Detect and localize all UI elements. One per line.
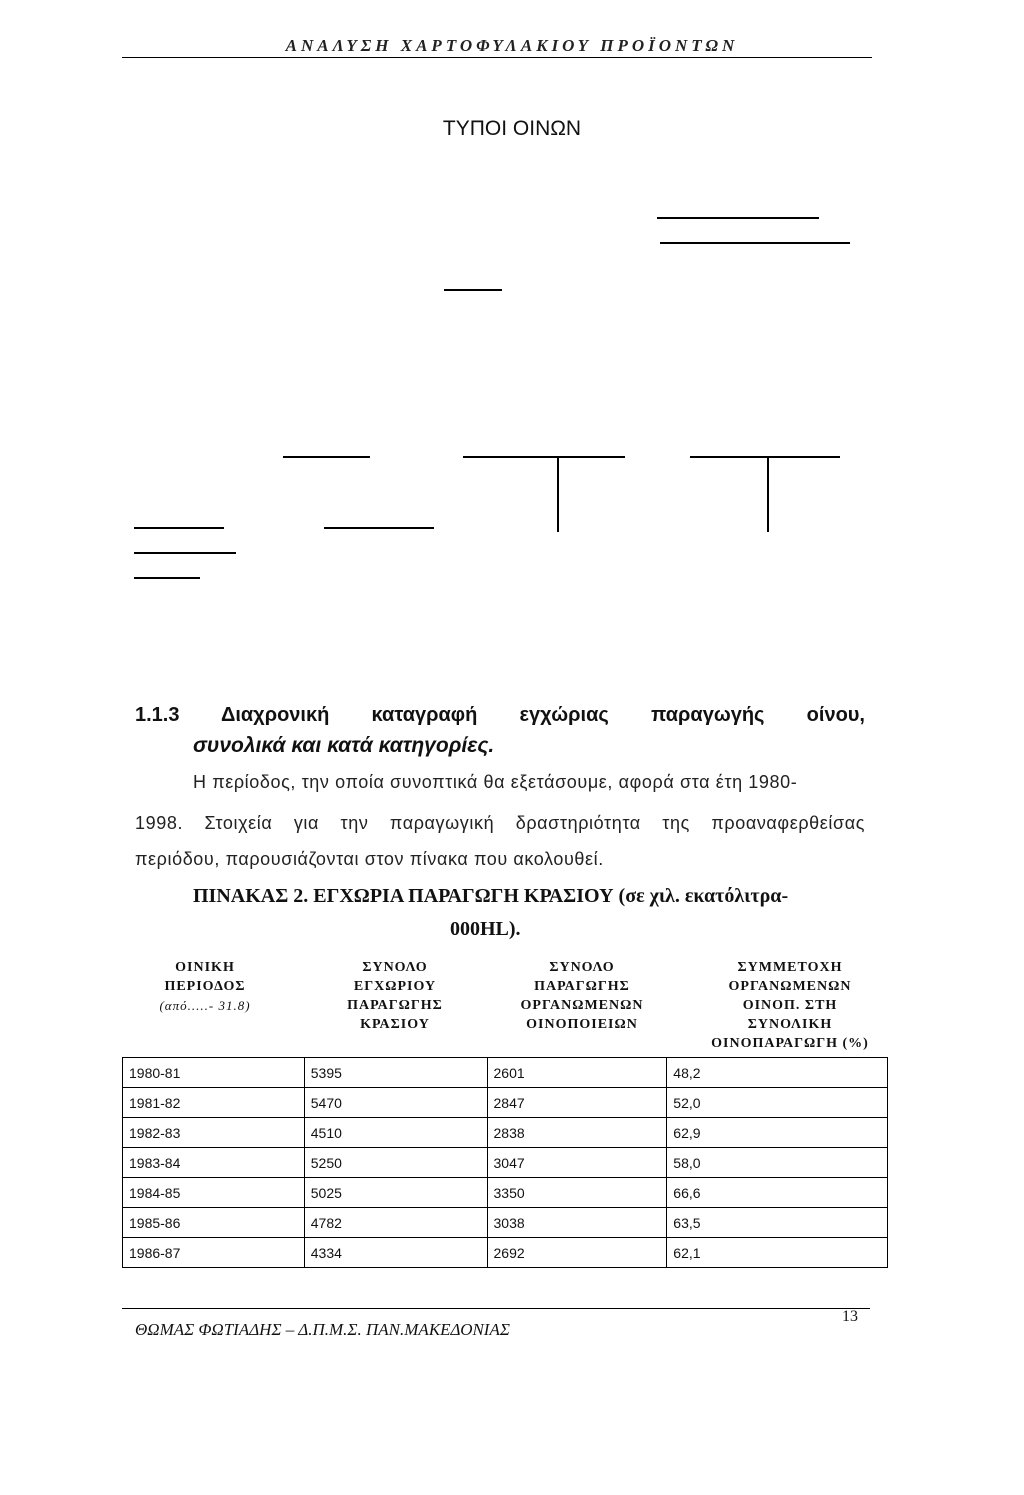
section-heading: 1.1.3 Διαχρονική καταγραφή εγχώριας παραγωγής οίνου, xyxy=(135,704,865,726)
table-row xyxy=(123,1148,888,1178)
column-header-participation xyxy=(690,958,890,1053)
paragraph-line: περιόδου, παρουσιάζονται στον πίνακα που ακολουθεί. xyxy=(135,849,604,869)
diagram-line xyxy=(134,527,224,529)
cell-organized: 2847 xyxy=(487,1088,667,1118)
table-row xyxy=(123,1088,888,1118)
header-line: ΟΙΝΟΠ. ΣΤΗ xyxy=(742,998,838,1013)
cell-total: 5250 xyxy=(304,1148,487,1178)
cell-percent: 62,9 xyxy=(667,1118,888,1148)
cell-percent: 62,1 xyxy=(667,1238,888,1268)
cell-organized: 3350 xyxy=(487,1178,667,1208)
header-line: ΟΡΓΑΝΩΜΕΝΩΝ xyxy=(728,979,852,994)
table-row xyxy=(123,1118,888,1148)
cell-organized: 2601 xyxy=(487,1058,667,1088)
header-line: ΟΙΝΟΠΑΡΑΓΩΓΗ (%) xyxy=(711,1036,869,1051)
footer-author: ΘΩΜΑΣ ΦΩΤΙΑΔΗΣ – Δ.Π.Μ.Σ. ΠΑΝ.ΜΑΚΕΔΟΝΙΑΣ xyxy=(135,1320,510,1339)
diagram-line xyxy=(657,217,819,219)
diagram-connector xyxy=(767,458,769,532)
diagram-line xyxy=(690,456,840,458)
section-subheading: συνολικά και κατά κατηγορίες. xyxy=(193,734,495,757)
cell-period: 1980-81 xyxy=(123,1058,305,1088)
production-table xyxy=(122,1057,888,1268)
header-line: ΚΡΑΣΙΟΥ xyxy=(360,1017,430,1032)
cell-period: 1986-87 xyxy=(123,1238,305,1268)
cell-percent: 52,0 xyxy=(667,1088,888,1118)
column-header-organized-wineries xyxy=(502,958,662,1034)
cell-period: 1981-82 xyxy=(123,1088,305,1118)
header-line: ΟΡΓΑΝΩΜΕΝΩΝ xyxy=(520,998,644,1013)
cell-total: 5470 xyxy=(304,1088,487,1118)
paragraph-line: Η περίοδος, την οποία συνοπτικά θα εξετάσουμε, αφορά στα έτη 1980- xyxy=(193,772,798,792)
header-divider xyxy=(122,57,872,58)
running-header: ΑΝΑΛΥΣΗ ΧΑΡΤΟΦΥΛΑΚΙΟΥ ΠΡΟΪΟΝΤΩΝ xyxy=(285,36,739,55)
cell-percent: 66,6 xyxy=(667,1178,888,1208)
header-line: ΣΥΝΟΛΟ xyxy=(362,960,428,975)
cell-organized: 2838 xyxy=(487,1118,667,1148)
diagram-line xyxy=(134,577,200,579)
header-line: ΟΙΝΙΚΗ xyxy=(175,960,235,975)
cell-organized: 3038 xyxy=(487,1208,667,1238)
diagram-line xyxy=(660,242,850,244)
page-title: ΤΥΠΟΙ ΟΙΝΩΝ xyxy=(442,117,582,140)
table-title-continued: 000HL). xyxy=(450,918,521,940)
cell-period: 1982-83 xyxy=(123,1118,305,1148)
cell-total: 4510 xyxy=(304,1118,487,1148)
diagram-connector xyxy=(557,458,559,532)
header-line: (από.....- 31.8) xyxy=(159,998,251,1013)
diagram-line xyxy=(283,456,370,458)
cell-percent: 48,2 xyxy=(667,1058,888,1088)
diagram-line xyxy=(463,456,625,458)
cell-percent: 63,5 xyxy=(667,1208,888,1238)
header-line: ΣΥΜΜΕΤΟΧΗ xyxy=(737,960,843,975)
cell-total: 5025 xyxy=(304,1178,487,1208)
cell-total: 4334 xyxy=(304,1238,487,1268)
header-line: ΟΙΝΟΠΟΙΕΙΩΝ xyxy=(526,1017,638,1032)
header-line: ΠΑΡΑΓΩΓΗΣ xyxy=(347,998,443,1013)
cell-total: 5395 xyxy=(304,1058,487,1088)
header-line: ΕΓΧΩΡΙΟΥ xyxy=(353,979,437,994)
page-number: 13 xyxy=(842,1308,858,1325)
diagram-line xyxy=(444,289,502,291)
header-line: ΠΑΡΑΓΩΓΗΣ xyxy=(534,979,630,994)
cell-period: 1984-85 xyxy=(123,1178,305,1208)
cell-total: 4782 xyxy=(304,1208,487,1238)
header-line: ΣΥΝΟΛΙΚΗ xyxy=(747,1017,833,1032)
cell-period: 1985-86 xyxy=(123,1208,305,1238)
table-row xyxy=(123,1208,888,1238)
diagram-line xyxy=(324,527,434,529)
table-row xyxy=(123,1178,888,1208)
column-header-period xyxy=(150,958,260,1015)
table-row xyxy=(123,1058,888,1088)
table-row xyxy=(123,1238,888,1268)
column-header-total-production xyxy=(335,958,455,1034)
header-line: ΣΥΝΟΛΟ xyxy=(549,960,615,975)
table-title: ΠΙΝΑΚΑΣ 2. ΕΓΧΩΡΙΑ ΠΑΡΑΓΩΓΗ ΚΡΑΣΙΟΥ (σε χιλ. εκατόλιτρα- xyxy=(193,885,789,907)
cell-percent: 58,0 xyxy=(667,1148,888,1178)
cell-organized: 2692 xyxy=(487,1238,667,1268)
header-line: ΠΕΡΙΟΔΟΣ xyxy=(164,979,246,994)
cell-period: 1983-84 xyxy=(123,1148,305,1178)
diagram-line xyxy=(134,552,236,554)
footer-divider xyxy=(122,1308,870,1309)
paragraph-line: 1998. Στοιχεία για την παραγωγική δραστηριότητα της προαναφερθείσας xyxy=(135,813,865,833)
cell-organized: 3047 xyxy=(487,1148,667,1178)
